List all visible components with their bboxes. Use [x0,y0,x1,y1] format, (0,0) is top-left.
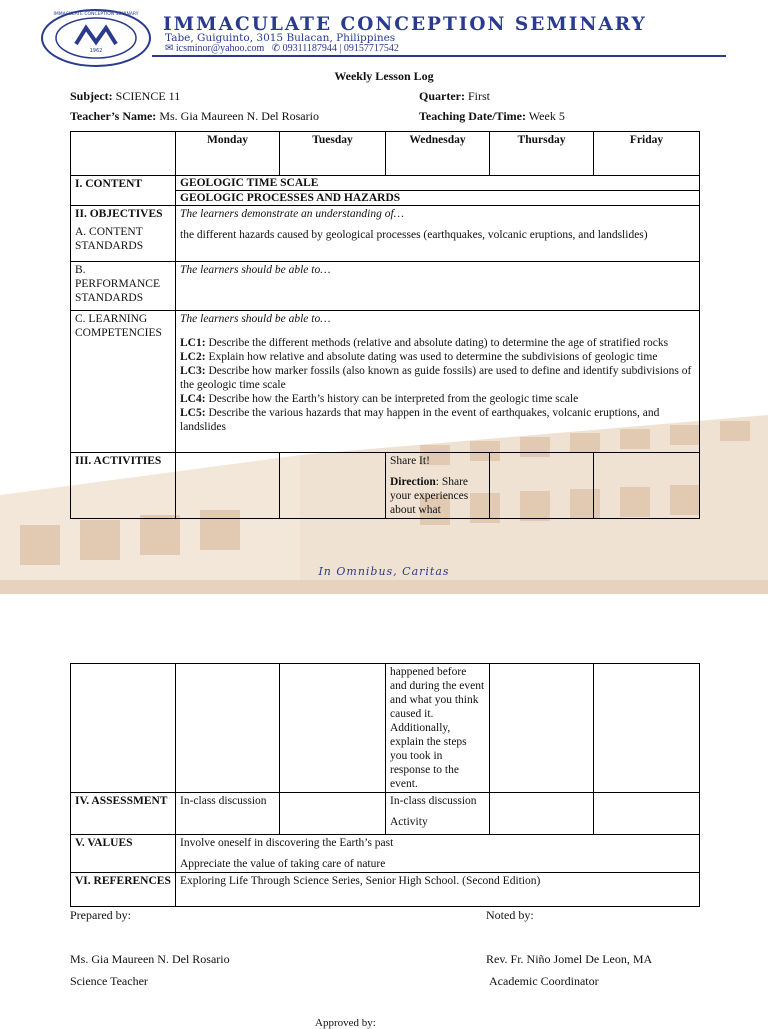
day-friday: Friday [594,132,700,176]
activities-continued-row [71,664,700,793]
activities-monday [176,453,280,519]
objectives-label-cell [71,206,176,262]
seminary-contact [165,43,399,54]
competencies-row [71,311,700,453]
day-thursday: Thursday [490,132,594,176]
content-standards-label: A. CONTENT STANDARDS [75,226,144,252]
competency-lc3: LC3: Describe how marker fossils (also known as guide fossils) are used to define and identify subdivisions of the geologic time scale [180,365,692,391]
assessment-wednesday: In-class discussion Activity [386,793,490,835]
activities-friday [594,453,700,519]
content-line-2: GEOLOGIC PROCESSES AND HAZARDS [176,191,700,206]
lesson-log-table-continued [70,663,700,907]
day-header-row [71,132,700,176]
content-line-1: GEOLOGIC TIME SCALE [176,176,700,191]
seal-ring-text: IMMACULATE CONCEPTION SEMINARY [53,12,139,17]
content-standards-text: the different hazards caused by geological processes (earthquakes, volcanic eruptions, and landslides) [180,229,648,241]
content-label: I. CONTENT [71,176,176,206]
seminary-address: Tabe, Guiguinto, 3015 Bulacan, Philippines [165,32,396,44]
competency-lc5: LC5: Describe the various hazards that may happen in the event of earthquakes, volcanic eruptions, and landslides [180,407,660,433]
values-cell: Involve oneself in discovering the Earth’s past Appreciate the value of taking care of nature [176,835,700,873]
assessment-row [71,793,700,835]
competency-lc1: LC1: Describe the different methods (relative and absolute dating) to determine the age of stratified rocks [180,337,669,349]
objectives-label: II. OBJECTIVES [75,208,163,220]
prepared-by-label: Prepared by: [70,908,131,922]
competencies-label: C. LEARNING COMPETENCIES [71,311,176,453]
references-row [71,873,700,907]
activities-wednesday [386,453,490,519]
subject-line: Subject: SCIENCE 11 [70,89,181,103]
blank-header-cell [71,132,176,176]
activities-thursday [490,453,594,519]
day-wednesday: Wednesday [386,132,490,176]
noter-title: Academic Coordinator [489,974,599,988]
content-row [71,176,700,191]
performance-row [71,262,700,311]
date-line: Teaching Date/Time: Week 5 [419,109,565,123]
share-it-title: Share It! [390,455,430,467]
values-label: V. VALUES [71,835,176,873]
performance-intro: The learners should be able to… [176,262,700,311]
envelope-icon: ✉ [165,43,174,54]
competencies-intro: The learners should be able to… [180,313,331,325]
references-text: Exploring Life Through Science Series, Senior High School. (Second Edition) [176,873,700,907]
day-monday: Monday [176,132,280,176]
phone-icon: ✆ [271,43,281,54]
objectives-row [71,206,700,262]
approved-by-label: Approved by: [315,1017,376,1029]
noted-by-label: Noted by: [486,908,534,922]
objectives-content-cell [176,206,700,262]
direction-part-1: Direction: Share your experiences about what [390,476,469,516]
assessment-monday: In-class discussion [176,793,280,835]
activities-label: III. ACTIVITIES [71,453,176,519]
performance-label: B. PERFORMANCE STANDARDS [71,262,176,311]
email: icsminor@yahoo.com [175,43,265,54]
seminary-motto: In Omnibus, Caritas [318,565,450,578]
direction-part-2: happened before and during the event and what you think caused it. Additionally, explain the steps you took in response to the event. [386,664,490,793]
seal-year: 1962 [89,48,103,54]
noter-name: Rev. Fr. Niño Jomel De Leon, MA [486,952,653,966]
assessment-label: IV. ASSESSMENT [71,793,176,835]
competencies-cell [176,311,700,453]
document-title: Weekly Lesson Log [334,69,434,83]
header-rule [152,55,726,57]
seminary-name: IMMACULATE CONCEPTION SEMINARY [163,14,647,35]
teacher-line: Teacher’s Name: Ms. Gia Maureen N. Del Rosario [70,109,319,123]
competency-lc4: LC4: Describe how the Earth’s history can be interpreted from the geologic time scale [180,393,579,405]
day-tuesday: Tuesday [280,132,386,176]
competency-lc2: LC2: Explain how relative and absolute dating was used to determine the subdivisions of geologic time [180,351,658,363]
lesson-log-table [70,131,700,519]
activities-row [71,453,700,519]
objectives-intro: The learners demonstrate an understanding of… [180,208,404,220]
values-row [71,835,700,873]
quarter-line: Quarter: First [419,89,490,103]
seminary-seal-logo [40,8,152,68]
phones: 09311187944 | 09157717542 [282,43,399,54]
references-label: VI. REFERENCES [71,873,176,907]
activities-tuesday [280,453,386,519]
preparer-name: Ms. Gia Maureen N. Del Rosario [70,952,230,966]
preparer-title: Science Teacher [70,974,148,988]
